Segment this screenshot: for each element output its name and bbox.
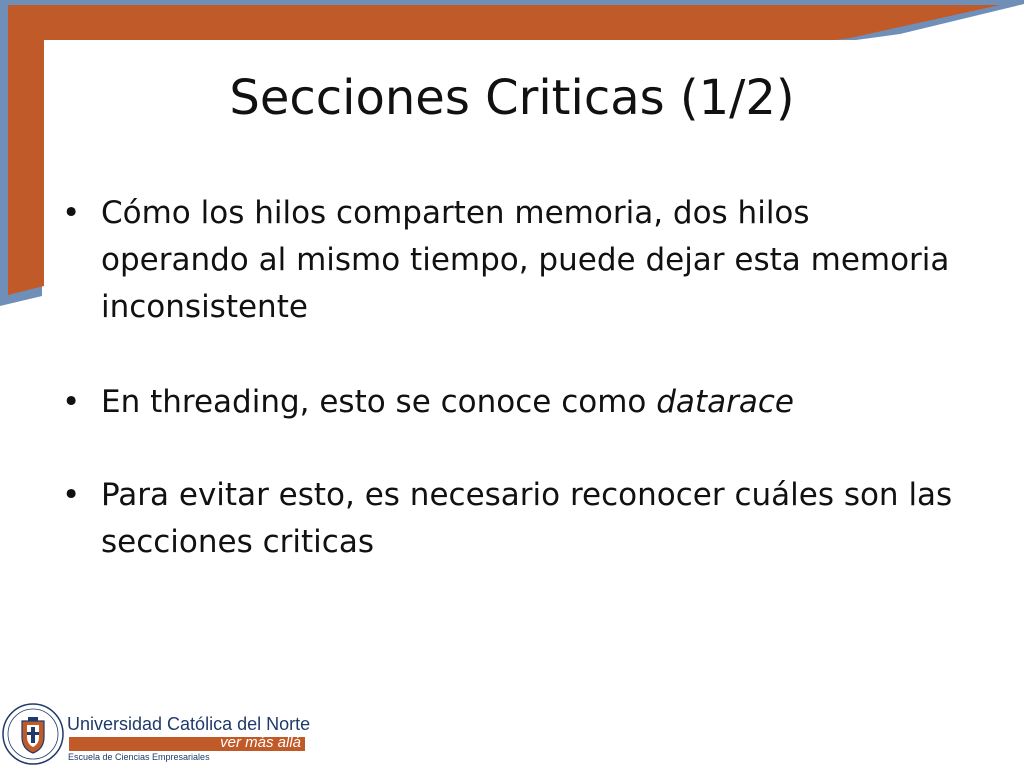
university-logo [0, 700, 320, 768]
bullet-list [56, 190, 956, 566]
university-name: Universidad Católica del Norte [67, 714, 311, 734]
bullet-text: Para evitar esto, es necesario reconocer cuáles son las secciones criticas [101, 477, 953, 560]
bullet-dot: • [62, 477, 81, 513]
school-name: Escuela de Ciencias Empresariales [68, 752, 210, 762]
bullet-dot: • [62, 384, 81, 420]
university-crest-icon [2, 703, 64, 765]
bullet-item [56, 379, 956, 426]
bullet-emphasis: datarace [656, 384, 794, 420]
tagline-bar [69, 734, 305, 751]
frame-inner-panel [47, 40, 1024, 42]
bullet-text: Cómo los hilos comparten memoria, dos hilos operando al mismo tiempo, puede dejar esta memoria inconsistente [101, 195, 950, 325]
bullet-item [56, 190, 956, 331]
bullet-text: En threading, esto se conoce como [101, 384, 657, 420]
slide-title: Secciones Criticas (1/2) [229, 70, 795, 126]
bullet-dot: • [62, 195, 81, 231]
bullet-item [56, 472, 956, 566]
university-tagline: ver más allá [220, 734, 301, 751]
